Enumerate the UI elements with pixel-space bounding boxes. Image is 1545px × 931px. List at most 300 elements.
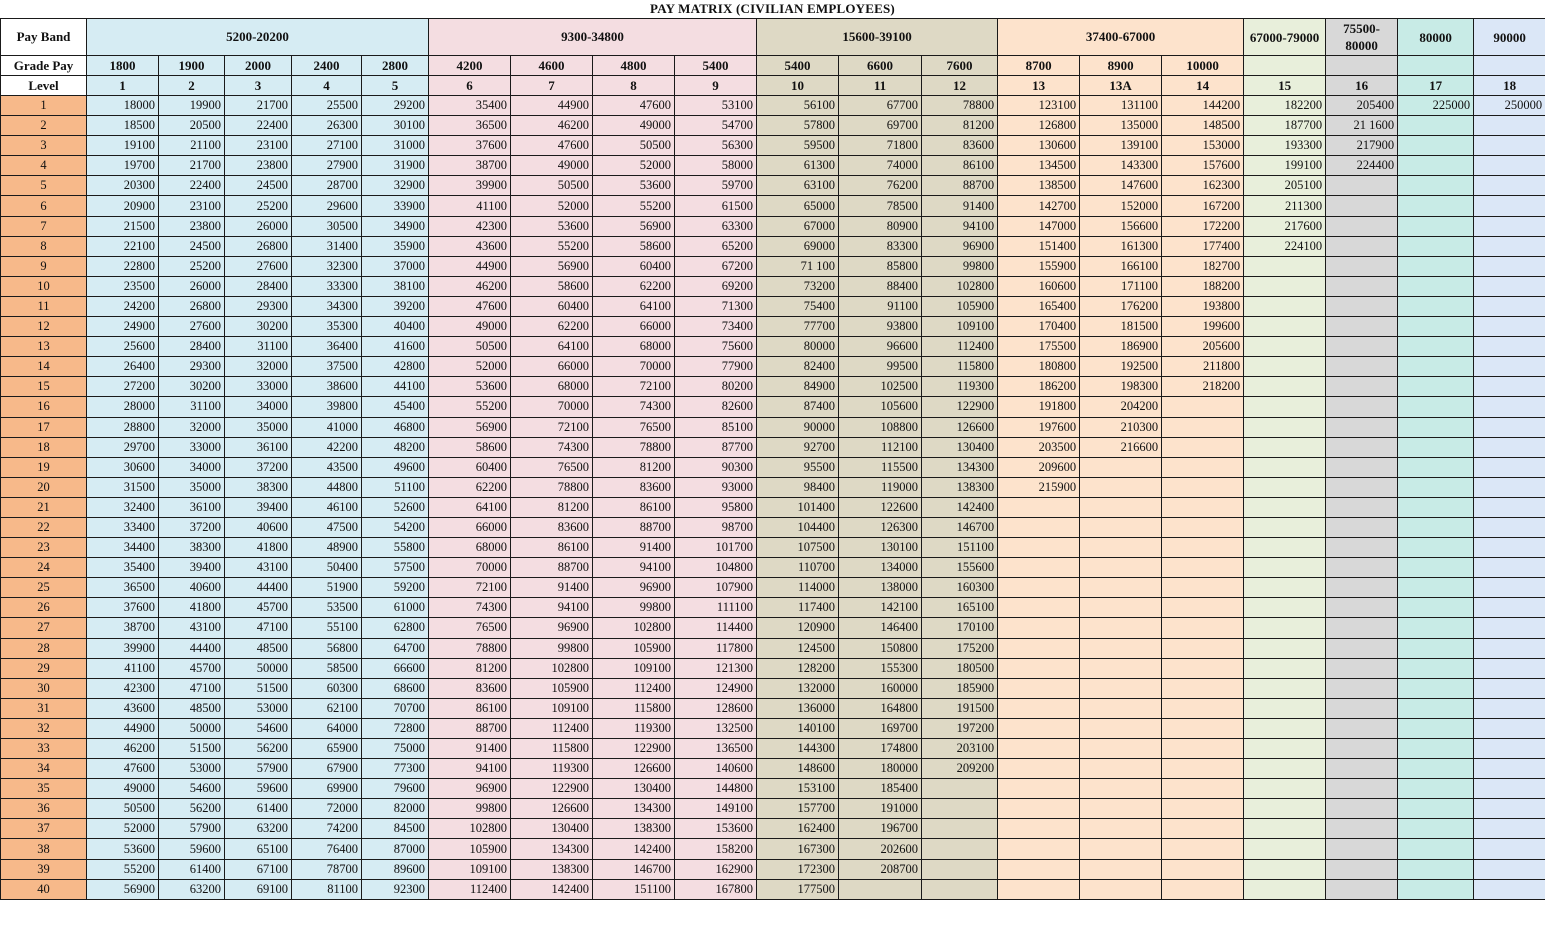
pay-cell: 119300 (922, 377, 998, 397)
pay-cell (1326, 698, 1398, 718)
pay-cell (1162, 477, 1244, 497)
table-row (1, 357, 1545, 377)
row-index-cell: 24 (1, 558, 87, 578)
pay-cell (998, 859, 1080, 879)
pay-cell: 153000 (1162, 136, 1244, 156)
pay-cell: 70000 (593, 357, 675, 377)
pay-cell (1326, 236, 1398, 256)
pay-cell (1162, 779, 1244, 799)
pay-cell (1326, 457, 1398, 477)
pay-cell: 52000 (87, 819, 159, 839)
pay-cell: 50000 (225, 658, 292, 678)
pay-cell: 33900 (362, 196, 429, 216)
pay-cell: 83300 (839, 236, 922, 256)
pay-cell: 144800 (675, 779, 757, 799)
pay-cell: 124500 (757, 638, 839, 658)
pay-cell: 70000 (429, 558, 511, 578)
pay-cell: 53100 (675, 96, 757, 116)
pay-cell: 162900 (675, 859, 757, 879)
pay-cell: 134500 (998, 156, 1080, 176)
pay-cell: 20500 (159, 116, 225, 136)
row-index-cell: 27 (1, 618, 87, 638)
level-cell: 18 (1474, 76, 1545, 96)
table-row (1, 377, 1545, 397)
pay-cell (1398, 196, 1474, 216)
pay-cell (998, 578, 1080, 598)
pay-cell: 174800 (839, 739, 922, 759)
pay-cell: 205400 (1326, 96, 1398, 116)
pay-cell: 42300 (87, 678, 159, 698)
pay-cell: 56200 (159, 799, 225, 819)
pay-cell (1398, 859, 1474, 879)
pay-cell: 28700 (292, 176, 362, 196)
pay-cell: 146700 (922, 517, 998, 537)
pay-cell: 74200 (292, 819, 362, 839)
pay-cell: 122900 (511, 779, 593, 799)
pay-cell (1474, 538, 1545, 558)
pay-cell: 74300 (593, 397, 675, 417)
table-row (1, 457, 1545, 477)
row-index-cell: 18 (1, 437, 87, 457)
table-row (1, 759, 1545, 779)
pay-cell (1244, 317, 1326, 337)
pay-cell: 60300 (292, 678, 362, 698)
pay-cell: 144200 (1162, 96, 1244, 116)
pay-cell (1162, 517, 1244, 537)
grade-pay-cell: 4800 (593, 56, 675, 76)
pay-cell: 148500 (1162, 116, 1244, 136)
pay-cell (1080, 839, 1162, 859)
pay-cell: 55100 (292, 618, 362, 638)
pay-cell: 56900 (429, 417, 511, 437)
pay-cell: 38300 (159, 538, 225, 558)
pay-cell: 74300 (429, 598, 511, 618)
pay-cell: 72100 (511, 417, 593, 437)
pay-cell (1244, 859, 1326, 879)
table-row (1, 196, 1545, 216)
pay-cell: 130600 (998, 136, 1080, 156)
pay-cell: 24900 (87, 317, 159, 337)
pay-cell: 53600 (593, 176, 675, 196)
pay-cell: 76500 (511, 457, 593, 477)
pay-cell: 58600 (429, 437, 511, 457)
pay-cell (1244, 477, 1326, 497)
pay-cell: 158200 (675, 839, 757, 859)
pay-cell (1398, 437, 1474, 457)
table-row (1, 256, 1545, 276)
pay-cell (1474, 678, 1545, 698)
pay-cell: 152000 (1080, 196, 1162, 216)
pay-cell: 53500 (292, 598, 362, 618)
pay-cell (998, 759, 1080, 779)
pay-cell: 21100 (159, 136, 225, 156)
pay-cell: 72000 (292, 799, 362, 819)
pay-cell: 78800 (511, 477, 593, 497)
table-row (1, 417, 1545, 437)
pay-cell (1398, 739, 1474, 759)
pay-cell: 44800 (292, 477, 362, 497)
pay-cell: 107500 (757, 538, 839, 558)
pay-cell: 155600 (922, 558, 998, 578)
pay-cell: 99500 (839, 357, 922, 377)
pay-cell: 224400 (1326, 156, 1398, 176)
pay-cell: 22800 (87, 256, 159, 276)
pay-band-cell: 9300-34800 (429, 19, 757, 56)
pay-cell: 115800 (593, 698, 675, 718)
pay-cell (1398, 558, 1474, 578)
pay-cell: 117400 (757, 598, 839, 618)
pay-cell: 78800 (593, 437, 675, 457)
pay-cell: 69900 (292, 779, 362, 799)
pay-cell: 44900 (429, 256, 511, 276)
grade-pay-cell: 8700 (998, 56, 1080, 76)
pay-cell (1162, 417, 1244, 437)
pay-cell (1326, 799, 1398, 819)
pay-cell (1162, 618, 1244, 638)
row-index-cell: 19 (1, 457, 87, 477)
pay-cell (1326, 558, 1398, 578)
pay-cell: 130400 (922, 437, 998, 457)
pay-cell (1398, 497, 1474, 517)
pay-cell (1474, 718, 1545, 738)
pay-cell: 165100 (922, 598, 998, 618)
table-row (1, 96, 1545, 116)
row-index-cell: 12 (1, 317, 87, 337)
pay-cell: 70700 (362, 698, 429, 718)
pay-cell: 147000 (998, 216, 1080, 236)
row-index-cell: 39 (1, 859, 87, 879)
pay-cell: 35400 (87, 558, 159, 578)
level-cell: 10 (757, 76, 839, 96)
pay-cell (1398, 397, 1474, 417)
pay-cell: 140100 (757, 718, 839, 738)
pay-cell: 32900 (362, 176, 429, 196)
pay-cell: 199600 (1162, 317, 1244, 337)
pay-cell (1398, 116, 1474, 136)
pay-band-row (1, 19, 1545, 56)
pay-cell (1080, 598, 1162, 618)
pay-cell: 167800 (675, 879, 757, 899)
pay-cell: 210300 (1080, 417, 1162, 437)
row-index-cell: 34 (1, 759, 87, 779)
pay-cell: 78800 (922, 96, 998, 116)
pay-cell (1244, 457, 1326, 477)
pay-cell: 67100 (225, 859, 292, 879)
pay-cell (1326, 638, 1398, 658)
pay-cell: 68000 (511, 377, 593, 397)
pay-cell: 18500 (87, 116, 159, 136)
pay-cell (1244, 698, 1326, 718)
pay-cell: 33300 (292, 276, 362, 296)
pay-cell: 191000 (839, 799, 922, 819)
pay-cell: 52000 (429, 357, 511, 377)
pay-cell: 85800 (839, 256, 922, 276)
grade-pay-cell (1474, 56, 1545, 76)
pay-cell (1474, 779, 1545, 799)
pay-cell (1326, 839, 1398, 859)
pay-cell: 19100 (87, 136, 159, 156)
pay-cell: 112400 (922, 337, 998, 357)
pay-band-cell: 37400-67000 (998, 19, 1244, 56)
grade-pay-cell (1398, 56, 1474, 76)
pay-cell (998, 779, 1080, 799)
pay-cell: 77300 (362, 759, 429, 779)
pay-cell (1398, 819, 1474, 839)
row-index-cell: 25 (1, 578, 87, 598)
pay-cell: 44900 (511, 96, 593, 116)
pay-cell: 23100 (225, 136, 292, 156)
pay-cell (1244, 638, 1326, 658)
pay-cell: 91100 (839, 296, 922, 316)
pay-cell: 217600 (1244, 216, 1326, 236)
pay-cell (1398, 276, 1474, 296)
pay-cell: 77900 (675, 357, 757, 377)
pay-cell: 26800 (225, 236, 292, 256)
pay-cell (1162, 678, 1244, 698)
pay-cell: 42300 (429, 216, 511, 236)
pay-cell: 82000 (362, 799, 429, 819)
pay-cell: 109100 (429, 859, 511, 879)
pay-cell: 126800 (998, 116, 1080, 136)
row-index-cell: 37 (1, 819, 87, 839)
pay-cell (998, 638, 1080, 658)
pay-cell: 55200 (87, 859, 159, 879)
pay-cell: 197600 (998, 417, 1080, 437)
pay-cell (1474, 317, 1545, 337)
pay-cell: 180800 (998, 357, 1080, 377)
pay-cell (1474, 739, 1545, 759)
pay-cell: 157700 (757, 799, 839, 819)
pay-cell: 78800 (429, 638, 511, 658)
pay-cell (1080, 578, 1162, 598)
pay-cell (1474, 397, 1545, 417)
pay-cell: 76500 (429, 618, 511, 638)
pay-cell: 99800 (511, 638, 593, 658)
pay-cell: 122900 (922, 397, 998, 417)
pay-cell: 60400 (429, 457, 511, 477)
pay-cell: 56900 (593, 216, 675, 236)
pay-cell: 27200 (87, 377, 159, 397)
pay-cell: 114400 (675, 618, 757, 638)
pay-cell: 81200 (429, 658, 511, 678)
pay-cell: 199100 (1244, 156, 1326, 176)
table-row (1, 176, 1545, 196)
pay-cell: 44100 (362, 377, 429, 397)
row-index-cell: 13 (1, 337, 87, 357)
pay-cell: 164800 (839, 698, 922, 718)
pay-cell: 138300 (511, 859, 593, 879)
pay-cell: 53600 (87, 839, 159, 859)
pay-cell: 83600 (511, 517, 593, 537)
level-cell: 13 (998, 76, 1080, 96)
pay-cell (1162, 759, 1244, 779)
pay-cell (1244, 658, 1326, 678)
grade-pay-cell: 1900 (159, 56, 225, 76)
pay-cell: 31500 (87, 477, 159, 497)
pay-cell: 46200 (429, 276, 511, 296)
pay-cell (1080, 879, 1162, 899)
pay-cell: 61000 (362, 598, 429, 618)
pay-cell: 151400 (998, 236, 1080, 256)
pay-cell: 30500 (292, 216, 362, 236)
pay-cell (1244, 517, 1326, 537)
pay-cell (1474, 357, 1545, 377)
grade-pay-header: Grade Pay (1, 56, 87, 76)
pay-cell: 209200 (922, 759, 998, 779)
pay-cell: 29200 (362, 96, 429, 116)
pay-cell: 75600 (675, 337, 757, 357)
pay-cell (1398, 156, 1474, 176)
grade-pay-cell: 10000 (1162, 56, 1244, 76)
pay-band-header: Pay Band (1, 19, 87, 56)
pay-cell (1162, 739, 1244, 759)
pay-cell: 55200 (429, 397, 511, 417)
pay-cell: 50400 (292, 558, 362, 578)
pay-cell: 146400 (839, 618, 922, 638)
pay-cell: 105600 (839, 397, 922, 417)
pay-cell: 75400 (757, 296, 839, 316)
pay-cell (1326, 477, 1398, 497)
pay-cell (1162, 538, 1244, 558)
pay-cell: 51900 (292, 578, 362, 598)
pay-cell: 115800 (922, 357, 998, 377)
row-index-cell: 3 (1, 136, 87, 156)
pay-cell (1398, 799, 1474, 819)
pay-cell (922, 879, 998, 899)
pay-cell (1398, 136, 1474, 156)
grade-pay-cell: 5400 (675, 56, 757, 76)
pay-cell: 161300 (1080, 236, 1162, 256)
pay-cell: 150800 (839, 638, 922, 658)
pay-cell: 38100 (362, 276, 429, 296)
row-index-cell: 8 (1, 236, 87, 256)
pay-cell: 47600 (87, 759, 159, 779)
pay-cell: 196700 (839, 819, 922, 839)
pay-cell: 130100 (839, 538, 922, 558)
pay-cell: 211800 (1162, 357, 1244, 377)
pay-cell: 170400 (998, 317, 1080, 337)
pay-cell: 56900 (511, 256, 593, 276)
pay-cell (1398, 759, 1474, 779)
pay-cell: 82600 (675, 397, 757, 417)
pay-cell: 205600 (1162, 337, 1244, 357)
pay-cell: 48200 (362, 437, 429, 457)
pay-cell: 88700 (429, 718, 511, 738)
row-index-cell: 2 (1, 116, 87, 136)
pay-cell: 167300 (757, 839, 839, 859)
pay-cell: 63200 (159, 879, 225, 899)
pay-cell (1080, 477, 1162, 497)
pay-cell (1326, 819, 1398, 839)
pay-cell: 31000 (362, 136, 429, 156)
pay-cell: 37500 (292, 357, 362, 377)
level-cell: 9 (675, 76, 757, 96)
level-cell: 15 (1244, 76, 1326, 96)
pay-cell (1326, 578, 1398, 598)
pay-cell (1244, 497, 1326, 517)
pay-cell: 37200 (159, 517, 225, 537)
pay-cell (1080, 698, 1162, 718)
pay-cell: 86100 (593, 497, 675, 517)
pay-cell (998, 739, 1080, 759)
pay-cell: 65900 (292, 739, 362, 759)
pay-cell: 46100 (292, 497, 362, 517)
row-index-cell: 1 (1, 96, 87, 116)
pay-cell: 64700 (362, 638, 429, 658)
pay-cell: 130400 (593, 779, 675, 799)
pay-cell: 198300 (1080, 377, 1162, 397)
pay-cell (1326, 879, 1398, 899)
pay-cell: 21500 (87, 216, 159, 236)
pay-cell: 74300 (511, 437, 593, 457)
pay-cell: 28800 (87, 417, 159, 437)
pay-cell: 30200 (159, 377, 225, 397)
pay-cell: 203500 (998, 437, 1080, 457)
pay-cell: 188200 (1162, 276, 1244, 296)
pay-cell (922, 779, 998, 799)
pay-cell (1326, 779, 1398, 799)
table-row (1, 638, 1545, 658)
pay-cell: 147600 (1080, 176, 1162, 196)
pay-cell: 34300 (292, 296, 362, 316)
pay-cell (1244, 819, 1326, 839)
pay-cell: 160300 (922, 578, 998, 598)
pay-cell (1244, 558, 1326, 578)
pay-cell: 146700 (593, 859, 675, 879)
pay-cell (1398, 357, 1474, 377)
pay-cell: 109100 (511, 698, 593, 718)
pay-cell (1326, 317, 1398, 337)
pay-cell (1398, 638, 1474, 658)
row-index-cell: 22 (1, 517, 87, 537)
pay-cell: 105900 (922, 296, 998, 316)
pay-cell: 55200 (511, 236, 593, 256)
pay-cell: 31100 (159, 397, 225, 417)
row-index-cell: 6 (1, 196, 87, 216)
pay-cell: 32000 (225, 357, 292, 377)
pay-cell: 30200 (225, 317, 292, 337)
pay-cell: 55200 (593, 196, 675, 216)
pay-cell: 81200 (593, 457, 675, 477)
pay-cell: 134000 (839, 558, 922, 578)
pay-cell (1474, 879, 1545, 899)
pay-cell: 112400 (429, 879, 511, 899)
pay-cell (1474, 276, 1545, 296)
pay-cell (1080, 819, 1162, 839)
pay-cell: 187700 (1244, 116, 1326, 136)
pay-cell: 128200 (757, 658, 839, 678)
pay-cell: 77700 (757, 317, 839, 337)
pay-cell (998, 598, 1080, 618)
pay-cell: 45700 (159, 658, 225, 678)
row-index-cell: 23 (1, 538, 87, 558)
table-row (1, 296, 1545, 316)
level-cell: 7 (511, 76, 593, 96)
pay-cell (1244, 799, 1326, 819)
pay-cell: 22400 (225, 116, 292, 136)
row-index-cell: 21 (1, 497, 87, 517)
pay-cell: 30100 (362, 116, 429, 136)
pay-cell: 182200 (1244, 96, 1326, 116)
pay-cell (1398, 839, 1474, 859)
pay-cell (1326, 397, 1398, 417)
pay-band-cell: 80000 (1398, 19, 1474, 56)
pay-cell: 31900 (362, 156, 429, 176)
pay-cell: 148600 (757, 759, 839, 779)
pay-cell: 38600 (292, 377, 362, 397)
pay-cell: 26000 (225, 216, 292, 236)
pay-cell: 122900 (593, 739, 675, 759)
